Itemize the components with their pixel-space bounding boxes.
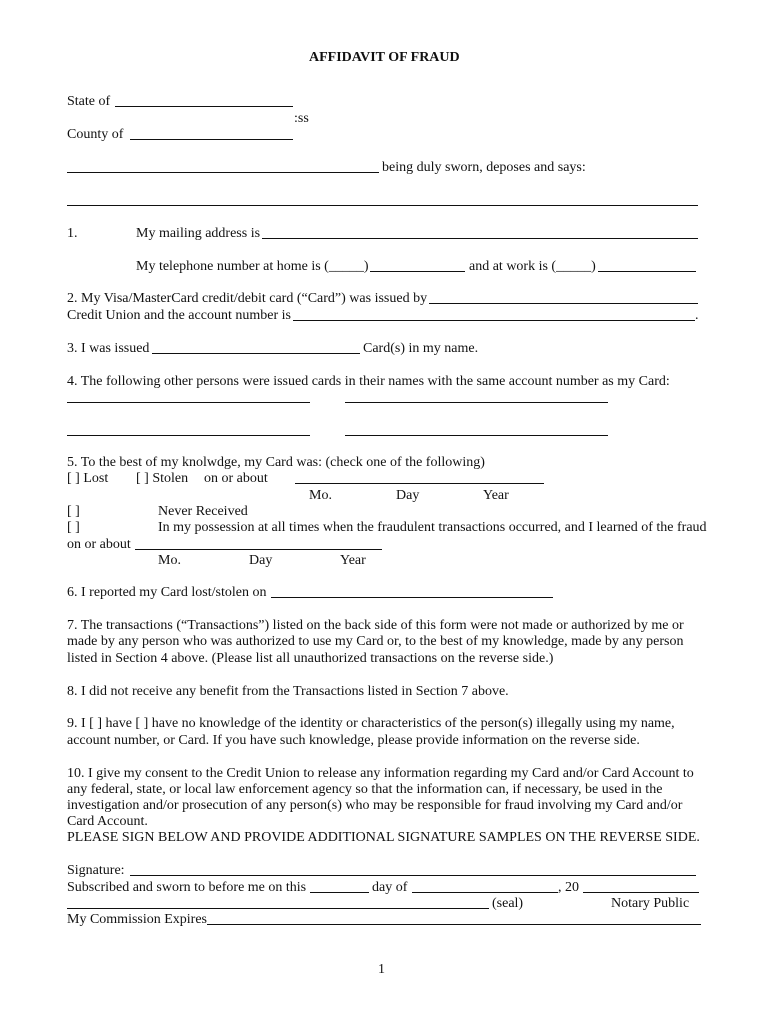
mailing-address-field[interactable]: [262, 238, 698, 239]
sworn-text: being duly sworn, deposes and says:: [382, 160, 586, 175]
home-phone-field[interactable]: [370, 271, 465, 272]
section-7-line-3: listed in Section 4 above. (Please list all unauthorized transactions on the reverse side.): [67, 651, 554, 666]
learned-date-field[interactable]: [135, 549, 382, 550]
section-2-line-1: 2. My Visa/MasterCard credit/debit card (“Card”) was issued by: [67, 291, 428, 306]
never-received-label: Never Received: [158, 504, 248, 519]
account-number-field[interactable]: [293, 320, 695, 321]
day-label-2: Day: [249, 553, 273, 568]
section-10-line-2: any federal, state, or local law enforcement agency so that the information can, if necessary, be used in the: [67, 782, 663, 797]
year-field[interactable]: [583, 892, 699, 893]
county-field[interactable]: [130, 139, 293, 140]
month-field[interactable]: [412, 892, 558, 893]
section-6-text: 6. I reported my Card lost/stolen on: [67, 585, 267, 600]
day-of-label: day of: [372, 880, 408, 895]
year-label-2: Year: [340, 553, 366, 568]
signature-field[interactable]: [130, 875, 696, 876]
section-2-line-2: Credit Union and the account number is: [67, 308, 291, 323]
document-title: AFFIDAVIT OF FRAUD: [309, 50, 460, 65]
commission-label: My Commission Expires: [67, 912, 208, 927]
other-person-field-3[interactable]: [67, 435, 310, 436]
possession-text: In my possession at all times when the fraudulent transactions occurred, and I learned of the fraud: [158, 520, 707, 535]
never-received-checkbox[interactable]: [ ]: [67, 504, 80, 519]
affiant-name-field[interactable]: [67, 172, 379, 173]
day-label: Day: [396, 488, 420, 503]
section-3-pre: 3. I was issued: [67, 341, 150, 356]
section-10-line-3: investigation and/or prosecution of any person(s) who may be responsible for fraud involving my Card and/or: [67, 798, 683, 813]
year-label: Year: [483, 488, 509, 503]
section-8-text: 8. I did not receive any benefit from the Transactions listed in Section 7 above.: [67, 684, 509, 699]
section-9-line-1: 9. I [ ] have [ ] have no knowledge of the identity or characteristics of the person(s) illegally using my name,: [67, 716, 675, 731]
month-label: Mo.: [309, 488, 332, 503]
county-label: County of: [67, 127, 124, 142]
lost-checkbox[interactable]: [ ] Lost: [67, 471, 109, 486]
state-field[interactable]: [115, 106, 293, 107]
work-phone-label: and at work is (_____): [469, 259, 596, 274]
on-or-about-label-2: on or about: [67, 537, 131, 552]
notary-signature-field[interactable]: [67, 908, 489, 909]
page-number: 1: [378, 962, 385, 977]
other-person-field-2[interactable]: [345, 402, 608, 403]
on-or-about-label: on or about: [204, 471, 268, 486]
day-field[interactable]: [310, 892, 369, 893]
section-1-number: 1.: [67, 226, 78, 241]
possession-checkbox[interactable]: [ ]: [67, 520, 80, 535]
other-person-field-4[interactable]: [345, 435, 608, 436]
card-issuer-field[interactable]: [429, 303, 698, 304]
section-3-post: Card(s) in my name.: [363, 341, 479, 356]
other-person-field-1[interactable]: [67, 402, 310, 403]
work-phone-field[interactable]: [598, 271, 696, 272]
ss-label: :ss: [294, 111, 309, 126]
section-9-line-2: account number, or Card. If you have such knowledge, please provide information on the reverse side.: [67, 733, 640, 748]
cards-issued-field[interactable]: [152, 353, 360, 354]
subscribed-label: Subscribed and sworn to before me on this: [67, 880, 307, 895]
section-2-end: .: [695, 308, 699, 323]
home-phone-label: My telephone number at home is (_____): [136, 259, 369, 274]
mailing-address-label: My mailing address is: [136, 226, 261, 241]
reported-date-field[interactable]: [271, 597, 553, 598]
section-10-line-5: PLEASE SIGN BELOW AND PROVIDE ADDITIONAL SIGNATURE SAMPLES ON THE REVERSE SIDE.: [67, 830, 700, 845]
commission-expiry-field[interactable]: [207, 924, 701, 925]
signature-label: Signature:: [67, 863, 125, 878]
year-prefix-label: , 20: [558, 880, 579, 895]
section-4-text: 4. The following other persons were issued cards in their names with the same account number as my Card:: [67, 374, 670, 389]
seal-label: (seal): [492, 896, 524, 911]
section-10-line-1: 10. I give my consent to the Credit Union to release any information regarding my Card and/or Card Account to: [67, 766, 694, 781]
section-7-line-2: made by any person who was authorized to use my Card or, to the best of my knowledge, made by any person: [67, 634, 684, 649]
lost-stolen-date-field[interactable]: [295, 483, 544, 484]
section-7-line-1: 7. The transactions (“Transactions”) listed on the back side of this form were not made or authorized by me or: [67, 618, 684, 633]
section-5-intro: 5. To the best of my knolwdge, my Card was: (check one of the following): [67, 455, 485, 470]
notary-public-label: Notary Public: [611, 896, 690, 911]
state-label: State of: [67, 94, 111, 109]
blank-line[interactable]: [67, 205, 698, 206]
section-10-line-4: Card Account.: [67, 814, 148, 829]
month-label-2: Mo.: [158, 553, 181, 568]
stolen-checkbox[interactable]: [ ] Stolen: [136, 471, 189, 486]
